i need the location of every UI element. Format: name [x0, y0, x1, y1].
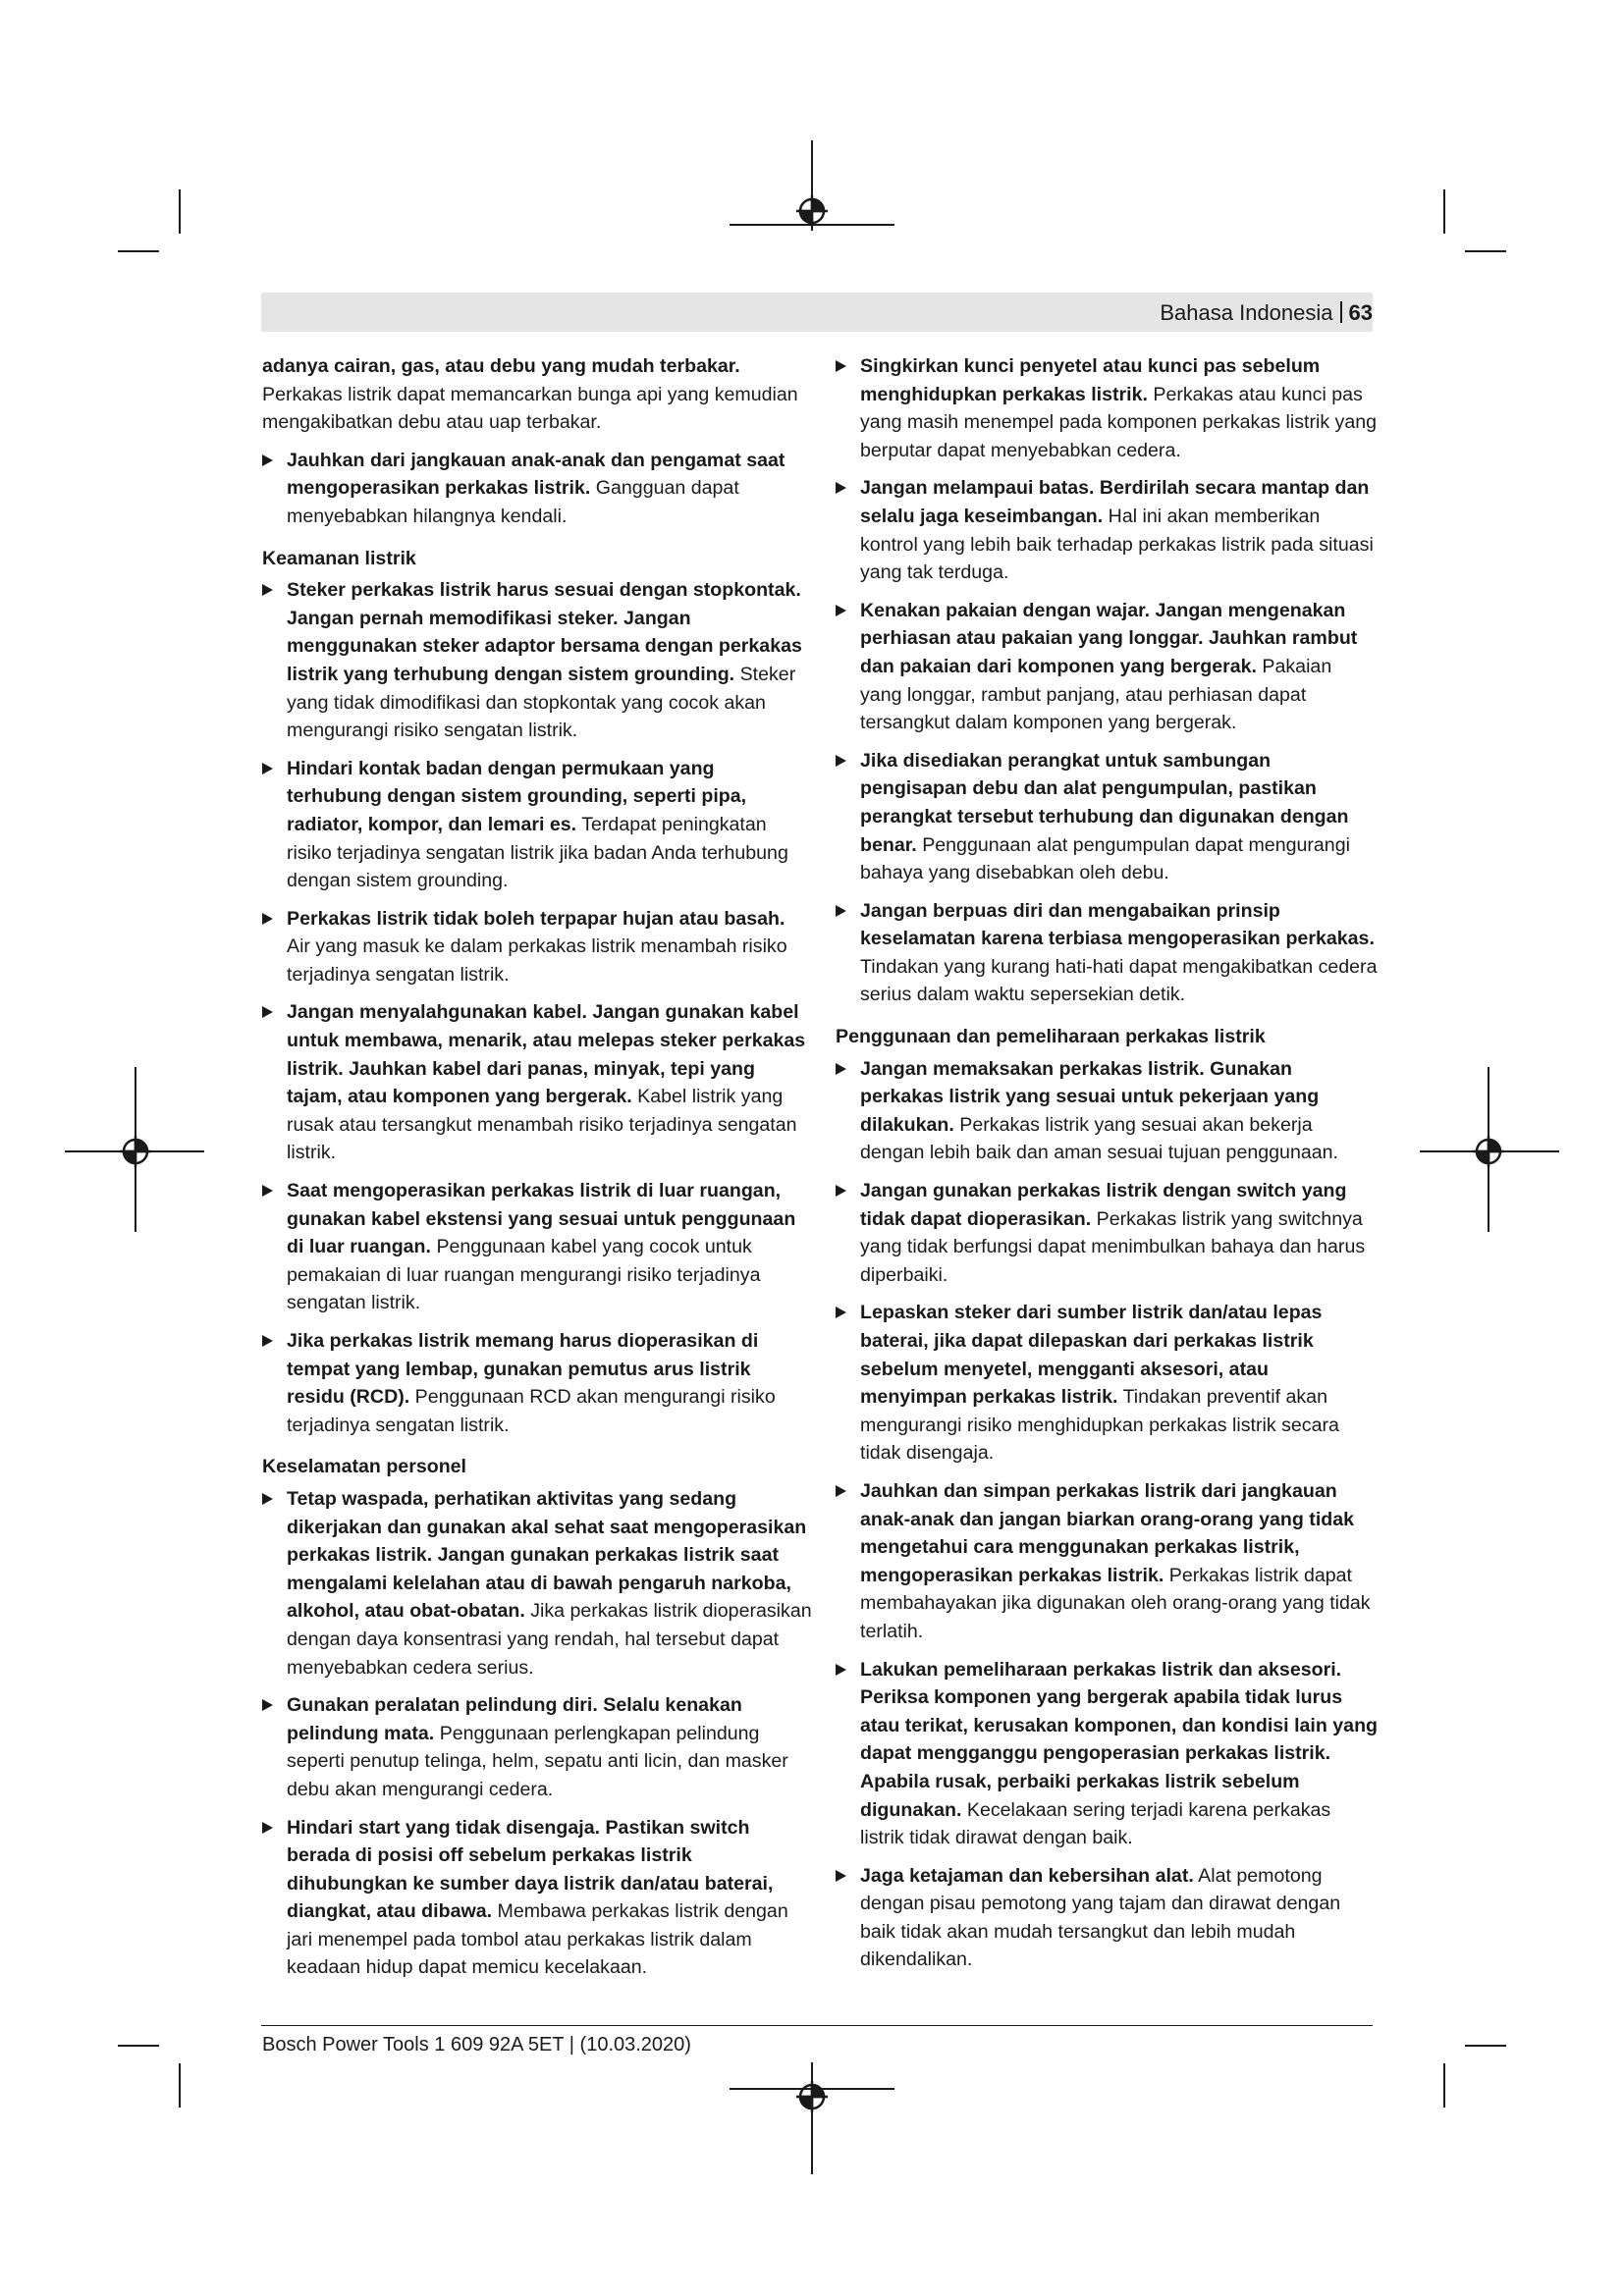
- bullet-arrow-icon: [262, 1493, 273, 1505]
- warning-text: Tindakan yang kurang hati-hati dapat mengakibatkan cedera serius dalam waktu sepersekian detik.: [860, 955, 1378, 1006]
- warning-text: Terdapat peningkatan risiko terjadinya sengatan listrik jika badan Anda terhubung dengan sistem grounding.: [287, 813, 788, 892]
- warning-text: Tindakan preventif akan mengurangi risiko menghidupkan perkakas listrik secara tidak disengaja.: [860, 1386, 1339, 1465]
- warning-bold: Jauhkan dan simpan perkakas listrik dari jangkauan anak-anak dan jangan biarkan orang-orang yang tidak mengetahui cara menggunakan perkakas listrik, mengoperasikan perkakas listrik.: [860, 1479, 1355, 1586]
- warning-bold: adanya cairan, gas, atau debu yang mudah terbakar.: [262, 355, 740, 377]
- bullet-arrow-icon: [836, 1870, 846, 1882]
- bullet-arrow-icon: [262, 584, 273, 596]
- bullet-arrow-icon: [836, 1664, 846, 1676]
- warning-bold: Jika disediakan perangkat untuk sambungan pengisapan debu dan alat pengumpulan, pastikan perangkat tersebut terhubung dan digunakan dengan benar.: [860, 749, 1349, 856]
- warning-item: [836, 747, 1379, 887]
- bullet-arrow-icon: [836, 1063, 846, 1075]
- footer-rule: [261, 2025, 1373, 2026]
- warning-item: [836, 1862, 1379, 1974]
- warning-item: [836, 597, 1379, 737]
- warning-text: Kecelakaan sering terjadi karena perkakas listrik tidak dirawat dengan baik.: [860, 1798, 1331, 1849]
- warning-text: Perkakas listrik dapat memancarkan bunga api yang kemudian mengakibatkan debu atau uap terbakar.: [262, 383, 798, 434]
- warning-bold: Hindari kontak badan dengan permukaan yang terhubung dengan sistem grounding, seperti pipa, radiator, kompor, dan lemari es.: [287, 757, 747, 835]
- left-column: [262, 352, 812, 1992]
- bullet-arrow-icon: [262, 913, 273, 925]
- warning-bold: Gunakan peralatan pelindung diri. Selalu kenakan pelindung mata.: [287, 1694, 742, 1744]
- warning-bold: Jangan berpuas diri dan mengabaikan prinsip keselamatan karena terbiasa mengoperasikan perkakas.: [860, 899, 1375, 950]
- registration-mark-right: [1473, 1136, 1504, 1167]
- bullet-arrow-icon: [262, 763, 273, 774]
- page-header: [1160, 300, 1373, 326]
- warning-item: [836, 1177, 1379, 1289]
- warning-item: [836, 1656, 1379, 1852]
- bullet-arrow-icon: [836, 1185, 846, 1197]
- page-footer: Bosch Power Tools 1 609 92A 5ET | (10.03.2020): [262, 2034, 691, 2056]
- bullet-arrow-icon: [262, 1699, 273, 1711]
- page-number: 63: [1348, 300, 1373, 325]
- warning-text: Kabel listrik yang rusak atau tersangkut menambah risiko terjadinya sengatan listrik.: [287, 1086, 797, 1164]
- warning-text: Gangguan dapat menyebabkan hilangnya kendali.: [287, 477, 739, 527]
- right-column: [836, 352, 1379, 1984]
- warning-item: [836, 1477, 1379, 1646]
- warning-bold: Lepaskan steker dari sumber listrik dan/atau lepas baterai, jika dapat dilepaskan dari perkakas listrik sebelum menyetel, mengganti aksesori, atau menyimpan perkakas listrik.: [860, 1302, 1323, 1409]
- warning-bold: Kenakan pakaian dengan wajar. Jangan mengenakan perhiasan atau pakaian yang longgar. Jauhkan rambut dan pakaian dari komponen yang bergerak.: [860, 599, 1358, 677]
- warning-item: [836, 897, 1379, 1009]
- warning-bold: Jangan melampaui batas. Berdirilah secara mantap dan selalu jaga keseimbangan.: [860, 477, 1370, 527]
- section-title-electrical-safety: Keamanan listrik: [262, 547, 416, 569]
- warning-bold: Jangan gunakan perkakas listrik dengan switch yang tidak dapat dioperasikan.: [860, 1180, 1347, 1230]
- warning-text: Steker yang tidak dimodifikasi dan stopkontak yang cocok akan mengurangi risiko sengatan listrik.: [287, 663, 796, 742]
- bullet-arrow-icon: [262, 454, 273, 466]
- header-divider: [1340, 301, 1342, 323]
- warning-item: [836, 474, 1379, 586]
- warning-text: Alat pemotong dengan pisau pemotong yang tajam dan dirawat dengan baik tidak akan mudah tersangkut dan lebih mudah dikendalikan.: [860, 1864, 1341, 1971]
- bullet-arrow-icon: [836, 755, 846, 767]
- bullet-arrow-icon: [262, 1822, 273, 1834]
- warning-item: [262, 1327, 812, 1439]
- warning-bold: Jangan menyalahgunakan kabel. Jangan gunakan kabel untuk membawa, menarik, atau melepas steker perkakas listrik. Jauhkan kabel dari panas, minyak, tepi yang tajam, atau komponen yang bergerak.: [287, 1001, 806, 1108]
- warning-text: Penggunaan perlengkapan pelindung seperti penutup telinga, helm, sepatu anti licin, dan masker debu akan mengurangi cedera.: [287, 1722, 788, 1800]
- warning-text: Penggunaan kabel yang cocok untuk pemakaian di luar ruangan mengurangi risiko terjadinya sengatan listrik.: [287, 1236, 761, 1314]
- warning-item: [262, 1485, 812, 1682]
- registration-mark-bottom: [796, 2081, 828, 2112]
- warning-bold: Saat mengoperasikan perkakas listrik di luar ruangan, gunakan kabel ekstensi yang sesuai untuk penggunaan di luar ruangan.: [287, 1180, 796, 1258]
- warning-text: Perkakas listrik yang sesuai akan bekerja dengan lebih baik dan aman sesuai tujuan penggunaan.: [860, 1113, 1338, 1164]
- warning-bold: Jika perkakas listrik memang harus dioperasikan di tempat yang lembap, gunakan pemutus arus listrik residu (RCD).: [287, 1330, 759, 1409]
- registration-mark-top: [796, 195, 828, 227]
- warning-item: [262, 576, 812, 745]
- section-title-tool-use-and-care: Penggunaan dan pemeliharaan perkakas listrik: [836, 1026, 1266, 1048]
- header-language: Bahasa Indonesia: [1160, 300, 1333, 325]
- bullet-arrow-icon: [836, 1485, 846, 1497]
- warning-item: [836, 352, 1379, 464]
- warning-item: [262, 447, 812, 531]
- bullet-arrow-icon: [262, 1185, 273, 1197]
- warning-bold: Hindari start yang tidak disengaja. Pastikan switch berada di posisi off sebelum perkakas listrik dihubungkan ke sumber daya listrik dan/atau baterai, diangkat, atau dibawa.: [287, 1816, 774, 1923]
- warning-bold: Perkakas listrik tidak boleh terpapar hujan atau basah.: [287, 907, 785, 930]
- section-title-personal-safety: Keselamatan personel: [262, 1456, 467, 1478]
- warning-item: [262, 905, 812, 989]
- warning-item: [262, 1814, 812, 1983]
- bullet-arrow-icon: [836, 482, 846, 494]
- warning-bold: Jangan memaksakan perkakas listrik. Gunakan perkakas listrik yang sesuai untuk pekerjaan yang dilakukan.: [860, 1057, 1320, 1136]
- warning-bold: Jaga ketajaman dan kebersihan alat.: [860, 1864, 1194, 1887]
- warning-text: Penggunaan RCD akan mengurangi risiko terjadinya sengatan listrik.: [287, 1386, 776, 1436]
- warning-text: Perkakas listrik dapat membahayakan jika digunakan oleh orang-orang yang tidak terlatih.: [860, 1564, 1371, 1642]
- warning-text: Perkakas listrik yang switchnya yang tidak berfungsi dapat menimbulkan bahaya dan harus diperbaiki.: [860, 1207, 1366, 1286]
- bullet-arrow-icon: [836, 905, 846, 917]
- warning-text: Membawa perkakas listrik dengan jari menempel pada tombol atau perkakas listrik dalam keadaan hidup dapat memicu kecelakaan.: [287, 1900, 788, 1979]
- warning-item: [262, 1177, 812, 1317]
- bullet-arrow-icon: [262, 1335, 273, 1347]
- bullet-arrow-icon: [836, 360, 846, 372]
- warning-item: [262, 755, 812, 895]
- warning-bold: Tetap waspada, perhatikan aktivitas yang sedang dikerjakan dan gunakan akal sehat saat mengoperasikan perkakas listrik. Jangan gunakan perkakas listrik saat mengalami kelelahan atau di bawah pengaruh narkoba, alkohol, atau obat-obatan.: [287, 1487, 807, 1623]
- warning-bold: Singkirkan kunci penyetel atau kunci pas sebelum menghidupkan perkakas listrik.: [860, 355, 1321, 405]
- warning-item: [836, 1055, 1379, 1167]
- warning-bold: Lakukan pemeliharaan perkakas listrik dan aksesori. Periksa komponen yang bergerak apabila tidak lurus atau terikat, kerusakan komponen, dan kondisi lain yang dapat mengganggu pengoperasian perkakas listrik. Apabila rusak, perbaiki perkakas listrik sebelum digunakan.: [860, 1658, 1379, 1821]
- bullet-arrow-icon: [262, 1006, 273, 1018]
- warning-bold: Jauhkan dari jangkauan anak-anak dan pengamat saat mengoperasikan perkakas listrik.: [287, 449, 785, 500]
- warning-text: Hal ini akan memberikan kontrol yang lebih baik terhadap perkakas listrik pada situasi yang tak terduga.: [860, 505, 1374, 584]
- warning-item: [262, 998, 812, 1167]
- warning-bold: Steker perkakas listrik harus sesuai dengan stopkontak. Jangan pernah memodifikasi steker. Jangan menggunakan steker adaptor bersama dengan perkakas listrik yang terhubung dengan sistem grounding.: [287, 579, 802, 685]
- intro-paragraph: [262, 352, 812, 437]
- bullet-arrow-icon: [836, 605, 846, 616]
- warning-text: Penggunaan alat pengumpulan dapat mengurangi bahaya yang disebabkan oleh debu.: [860, 833, 1350, 884]
- warning-item: [836, 1299, 1379, 1468]
- bullet-arrow-icon: [836, 1307, 846, 1318]
- warning-text: Pakaian yang longgar, rambut panjang, atau perhiasan dapat tersangkut dalam komponen yang bergerak.: [860, 655, 1332, 734]
- warning-text: Jika perkakas listrik dioperasikan dengan daya konsentrasi yang rendah, hal tersebut dapat menyebabkan cedera serius.: [287, 1600, 812, 1679]
- warning-item: [262, 1691, 812, 1803]
- registration-mark-left: [120, 1136, 151, 1167]
- warning-text: Perkakas atau kunci pas yang masih menempel pada komponen perkakas listrik yang berputar dapat menyebabkan cedera.: [860, 383, 1378, 461]
- warning-text: Air yang masuk ke dalam perkakas listrik menambah risiko terjadinya sengatan listrik.: [287, 935, 787, 986]
